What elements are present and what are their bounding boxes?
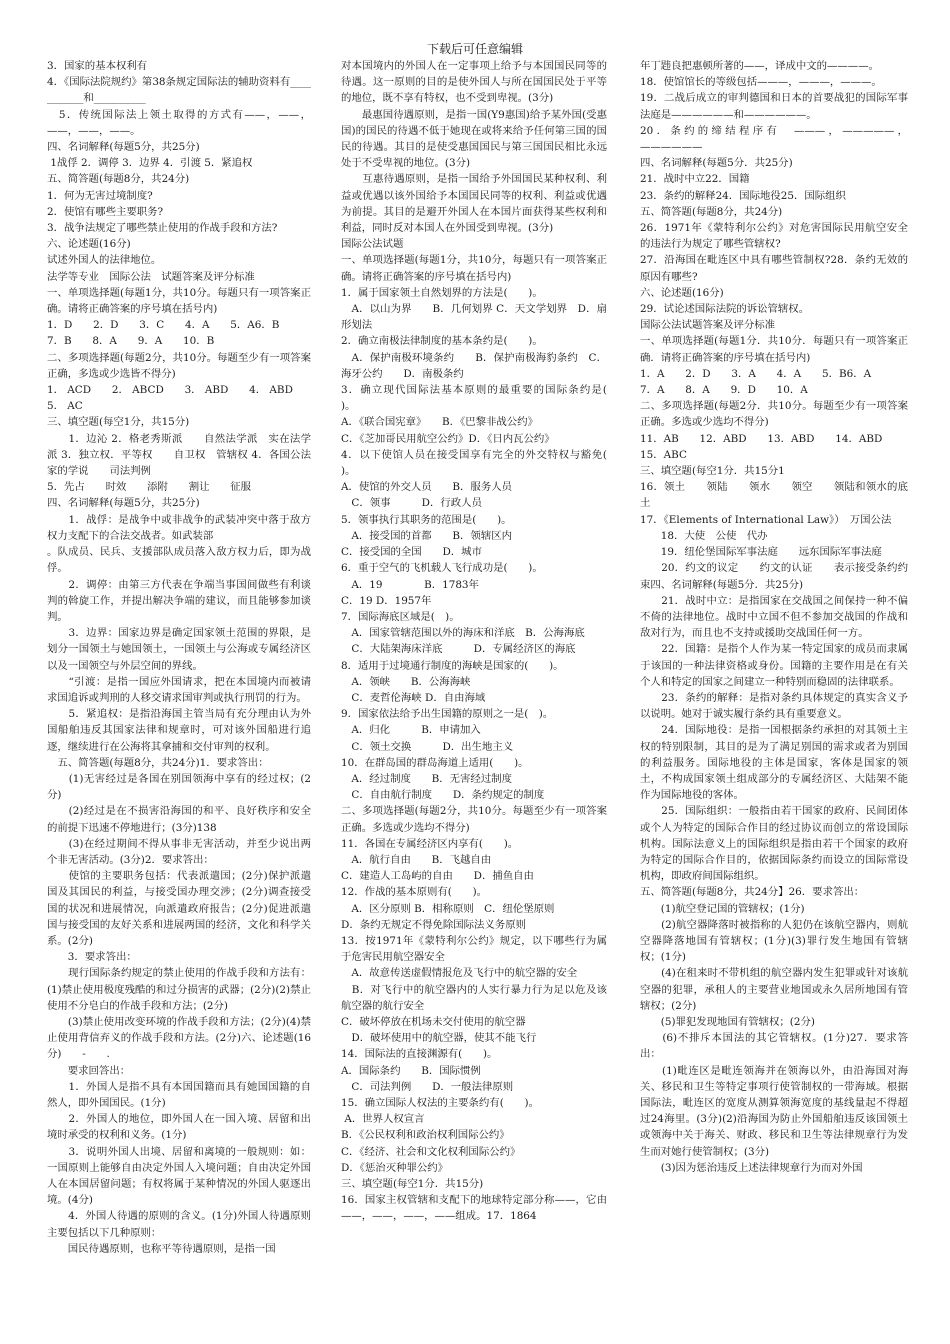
text-line: 15．ABC — [640, 448, 687, 461]
text-line: A．航行自由 B．飞越自由 — [341, 853, 492, 866]
text-line: C．《经济、社会和文化权利国际公约》 — [341, 1145, 521, 1158]
text-line: 互惠待遇原则，是指一国给予外国国民某种权利、利益或优遇以该外国给予本国国民同等的权利、利益或优遇为前提。其目的是避开外国人在本国片面获得某些权利和利益，同时反对本国人在外国受到卑视。(3分) — [341, 173, 607, 235]
text-line: 7．B 8．A 9．A 10．B — [47, 335, 215, 348]
text-line: 5．先占 时效 添附 割让 征服 — [47, 481, 252, 494]
text-line: 1．A 2．D 3．A 4．A 5．B6．A — [640, 367, 872, 380]
text-line: A．故意传送虚假情报危及飞行中的航空器的安全 — [341, 967, 578, 980]
text-line: A．归化 B．申请加入 — [341, 724, 481, 737]
text-line: 5．领事执行其职务的范围是( )。 — [341, 513, 512, 526]
text-line: 7．国际海底区域是( )。 — [341, 610, 460, 623]
text-column-right — [640, 58, 908, 1338]
text-line: A．保护南极环境条约 B．保护南极海豹条约 C．海牙公约 D．南极条约 — [341, 351, 607, 380]
text-line: 要求回答出： — [47, 1064, 131, 1077]
text-line: 12．作战的基本原则有( )。 — [341, 886, 488, 899]
text-line: 国际公法试题答案及评分标准 — [640, 319, 776, 332]
text-line: 对本国境内的外国人在一定事项上给予与本国国民同等的待遇。这一原则的目的是使外国人与所在国国民处于平等的地位，既不享有特权，也不受到卑视。(3分) — [341, 60, 607, 105]
text-line: A．国际条约 B．国际惯例 — [341, 1064, 481, 1077]
text-line: 五、简答题(每题8分，共24分)1．要求答出： — [47, 756, 269, 769]
text-line: 27．沿海国在毗连区中具有哪些管制权?28．条约无效的原因有哪些? — [640, 254, 908, 283]
text-line: 3．确立现代国际法基本原则的最重要的国际条约是( )。 — [341, 384, 628, 413]
text-line: C．自由航行制度 D．条约规定的制度 — [341, 789, 545, 802]
text-line: 23．条约的解释24．国际地役25．国际组织 — [640, 189, 846, 202]
text-line: 1战俘 2．调停 3．边界 4．引渡 5．紧追权 — [47, 157, 253, 170]
text-column-middle — [341, 58, 628, 1338]
text-line: 10．在群岛国的群岛海道上适用( )。 — [341, 756, 529, 769]
text-line: 5．传统国际法上领土取得的方式有——，——，——，——，——。 — [47, 108, 311, 137]
text-line: 8．适用于过境通行制度的海峡是国家的( )。 — [341, 659, 564, 672]
text-line: 六、论述题(16分) — [47, 238, 131, 251]
text-line: 年丁韪良把惠顿所著的——，译成中文的————。 — [640, 60, 879, 72]
text-line: 3．要求答出： — [47, 951, 137, 964]
text-line: C．破坏停放在机场未交付使用的航空器 — [341, 1015, 526, 1028]
text-line: C．麦哲伦海峡 D．自由海域 — [341, 691, 486, 704]
text-line: A．19 B．1783年 — [341, 578, 479, 591]
text-line: 国际公法试题 — [341, 238, 404, 251]
text-line: 五、简答题(每题8分，共24分】26．要求答出： — [640, 886, 865, 899]
text-line: 7．A 8．A 9．D 10．A — [640, 384, 808, 397]
text-line: 15．确立国际人权法的主要条约有( )。 — [341, 1097, 539, 1109]
text-line: 三、填空题(每空1分．共15分1 — [640, 465, 785, 478]
text-line: 18．使馆馆长的等级包括———，———，———。 — [640, 76, 882, 89]
text-line: B．对飞行中的航空器内的人实行暴力行为足以危及该航空器的航行安全 — [341, 983, 607, 1012]
text-line: (5)罪犯发现地国有管辖权；(2分) — [640, 1015, 815, 1028]
text-line: 1．属于国家领土自然划界的方法是( )。 — [341, 286, 543, 299]
text-line: A．国家管辖范围以外的海床和洋底 B．公海海底 — [341, 627, 585, 640]
text-line: 18．大使 公使 代办 — [640, 529, 768, 542]
text-line: 21．战时中立：是指国家在交战国之间保持一种不偏不倚的法律地位。战时中立国不但不参加交战国的作战和敌对行为，而且也不支持或援助交战国任何一方。 — [640, 594, 908, 640]
text-line: A．使馆的外交人员 B．服务人员 — [341, 481, 512, 494]
text-line: 21．战时中立22．国籍 — [640, 173, 750, 186]
text-line: 六、论述题(16分) — [640, 286, 724, 299]
text-line: 5． AC — [47, 400, 83, 413]
text-line: (4)在租来时不带机组的航空器内发生犯罪或针对该航空器的犯罪，承租人的主要营业地国或永久居所地国有管辖权；(2分) — [640, 967, 908, 1012]
text-line: 一、单项选择题(每题1分，共10分，每题只有一项答案正确。请将正确答案的序号填在括号内) — [341, 254, 607, 283]
text-line: 1．D 2．D 3．C 4．A 5．A6．B — [47, 319, 280, 332]
text-line: 一、单项选择题(每题1分．共10分．每题只有一项答案正确．请将正确答案的序号填在括号内) — [640, 335, 908, 364]
text-line: 11．各国在专属经济区内享有( )。 — [341, 837, 519, 850]
text-line: 26．1971年《蒙特利尔公约》对危害国际民用航空安全的违法行为规定了哪些管辖权? — [640, 222, 908, 251]
text-line: 。队成员、民兵、支援部队成员落入敌方权力后，即为战俘。 — [47, 546, 311, 575]
text-line: 23．条约的解释：是指对条约具体规定的真实含义予以说明。她对于诚实履行条约具有重要意义。 — [640, 691, 908, 721]
text-line: 19．纽伦堡国际军事法庭 远东国际军事法庭 — [640, 546, 882, 559]
page-header: 下载后可任意编辑 — [426, 42, 523, 56]
text-line: 1． ACD 2． ABCD 3． ABD 4． ABD — [47, 384, 293, 397]
text-line: 25．国际组织：一般指由若干国家的政府、民间团体或个人为特定的国际合作目的经过协议而创立的常设国际机构。国际法意义上的国际组织是指由若干个国家的政府为特定的国际合作目的，依据国际条约而设立的国际常设机构，即政府间国际组织。 — [640, 805, 908, 883]
text-line: 四、名词解释(每题5分，共25分) — [47, 497, 200, 510]
text-line: 2．调停：由第三方代表在争端当事国间做些有利谈判的斡旋工作，并提出解决争端的建议，而且能够参加谈判。 — [47, 578, 311, 623]
text-line: A．接受国的首都 B．领辖区内 — [341, 529, 512, 542]
text-line: (1)毗连区是毗连领海并在领海以外，由沿海国对海关、移民和卫生等特定事项行使管制权的一带海域。根据国际法，毗连区的宽度从测算领海宽度的基线量起不得超过24海里。(3分)(2)沿海国为防止外国船舶违反该国领土或领海中关于海关、财政、移民和卫生等法律规章行为发生而对她行使管制权；(3分) — [640, 1064, 908, 1158]
text-line: 4．《国际法院规约》第38条规定国际法的辅助资料有___________和__________ — [47, 76, 312, 105]
text-line: 20．约文的议定 约文的认证 表示接受条约约束四、名词解释(每题5分．共25分) — [640, 562, 908, 591]
text-line: C．司法判例 D．一般法律原则 — [341, 1080, 514, 1093]
text-line: 16．国家主权管辖和支配下的地球特定部分称——，它由——，——，——，——组成。17．1864 — [341, 1194, 607, 1223]
text-line: D．破坏使用中的航空器，使其不能飞行 — [341, 1032, 537, 1045]
text-line: 试述外国人的法律地位。 — [47, 254, 162, 267]
text-line: (6)不排斥本国法的其它管辖权。(1分)27．要求答出： — [640, 1032, 908, 1061]
text-line: 1．边沁 2．格老秀斯派 自然法学派 实在法学派 3．独立权．平等权 自卫权 管辖权 4．各国公法家的学说 司法判例 — [47, 432, 311, 478]
text-line: 19．二战后成立的审判德国和日本的首要战犯的国际军事法庭是——————和——————。 — [640, 92, 908, 121]
text-line: 二、多项选择题(每题2分，共10分。每题至少有一项答案正确，多选或少选皆不得分) — [47, 351, 311, 380]
text-line: 最惠国待遇原则，是指一国(Y9惠国)给予某外国(受惠国)的国民的待遇不低于她现在或将来给予任何第三国的国民的待遇。其目的是使受惠国国民与第三国国民相比永远处于不受卑视的地位。(3分) — [341, 108, 607, 170]
text-line: 3．边界：国家边界是确定国家领土范围的界限，是划分一国领土与她国领土，一国领土与公海或专属经济区以及一国领空与外层空间的界线。 — [47, 627, 311, 672]
text-line: “引渡：是指一国应外国请求，把在本国境内而被请求国追诉或判刑的人移交请求国审判或执行刑罚的行为。 — [47, 675, 311, 704]
text-line: 5．紧追权：是指沿海国主管当局有充分理由认为外国船舶违反其国家法律和规章时，可对该外国船进行追逐，继续进行在公海将其拿捕和交付审判的权利。 — [47, 708, 311, 753]
text-line: 1．战俘：是战争中或非战争的武装冲突中落于敌方权力支配下的合法交战者。如武装部 — [47, 513, 311, 542]
text-line: 3．说明外国人出境、居留和离境的一般规则：如：一国原则上能够自由决定外国人入境问题；自由决定外国人在本国居留问题；有权将属于某种情况的外国人驱逐出境。(4分) — [47, 1145, 311, 1207]
text-line: 二、多项选择题(每题2分．共10分。每题至少有一项答案正确。多选或少选均不得分) — [640, 400, 908, 429]
text-line: 20．条约的缔结程序有 ———，—————，—————— — [640, 124, 908, 154]
text-line: 3．战争法规定了哪些禁止使用的作战手段和方法? — [47, 222, 278, 235]
text-line: A．领峡 B．公海海峡 — [341, 675, 471, 688]
text-line: (3)在经过期间不得从事非无害活动，并至少说出两个非无害活动。(3分)2．要求答出： — [47, 837, 311, 866]
text-line: 6．重于空气的飞机载人飞行成功是( )。 — [341, 562, 543, 575]
text-line: 五、简答题(每题8分，共24分) — [640, 205, 783, 218]
text-line: 三、填空题(每空1分，共15分) — [47, 416, 190, 429]
text-line: C．领土交换 D．出生地主义 — [341, 740, 514, 753]
text-line: 17．《Elements of International Law》） 万国公法 — [640, 513, 892, 526]
text-line: 五、简答题(每题8分，共24分) — [47, 173, 190, 186]
text-line: 1．何为无害过境制度? — [47, 189, 153, 202]
text-line: A．区分原则 B．相称原则 C．纽伦堡原则 — [341, 902, 555, 915]
text-line: D．《惩治灭种罪公约》 — [341, 1161, 449, 1174]
text-line: 国民待遇原则，也称平等待遇原则，是指一国 — [47, 1242, 276, 1255]
text-line: 现行国际条约规定的禁止使用的作战手段和方法有：(1)禁止使用极度残酷的和过分损害的武器；(2分)(2)禁止使用不分皂白的作战手段和方法；(2分) — [47, 967, 311, 1012]
text-line: 1．外国人是指不具有本国国籍而具有她国国籍的自然人，即外国国民。(1分) — [47, 1080, 311, 1109]
text-line: 2．外国人的地位，即外国人在一国入境、居留和出境时承受的权利和义务。(1分) — [47, 1113, 311, 1142]
text-line: B．《公民权利和政治权利国际公约》 — [341, 1129, 510, 1142]
text-line: 四、名词解释(每题5分．共25分) — [640, 157, 793, 170]
text-line: 二、多项选择题(每题2分，共10分。每题至少有一项答案正确。多选或少选均不得分) — [341, 805, 607, 834]
text-line: 14．国际法的直接渊源有( )。 — [341, 1048, 498, 1061]
text-line: C．接受国的全国 D．城市 — [341, 546, 482, 559]
text-line: 24．国际地役：是指一国根据条约承担的对其领土主权的特别限制，其目的是为了满足别国的需求或者为别国的利益服务。国际地役的主体是国家，客体是国家的领土，不构成国家领土组成部分的专属经济区、大陆架不能作为国际地役的客体。 — [640, 724, 908, 802]
text-line: A．以山为界 B．几何划界 C．天文学划界 D．扇形划法 — [341, 303, 607, 332]
text-line: A．世界人权宣言 — [341, 1113, 425, 1126]
text-line: 一、单项选择题(每题1分，共10分。每题只有一项答案正确。请将正确答案的序号填在括号内) — [47, 286, 311, 316]
text-line: C．领事 D．行政人员 — [341, 497, 482, 510]
text-line: 11．AB 12．ABD 13．ABD 14．ABD — [640, 432, 883, 445]
text-line: 四、名词解释(每题5分，共25分) — [47, 141, 200, 154]
text-line: (3)因为惩治违反上述法律规章行为而对外国 — [640, 1161, 863, 1174]
text-line: (3)禁止使用改变环境的作战手段和方法；(2分)(4)禁止使用背信弃义的作战手段和方法。(2分)六、论述题(16分) - . — [47, 1015, 311, 1061]
text-line: 2．使馆有哪些主要职务? — [47, 205, 164, 218]
text-line: 使馆的主要职务包括：代表派遣国；(2分)保护派遣国及其国民的利益，与接受国办理交涉；(2分)调查接受国的状况和进展情况，向派遣政府报告；(2分)促进派遣国与接受国的友好关系和进展两国的经济，文化和科学关系。(2分) — [47, 870, 311, 947]
text-line: C．建造人工岛屿的自由 D．捕鱼自由 — [341, 870, 534, 883]
text-line: D．条约无规定不得免除国际法义务原则 — [341, 918, 526, 931]
text-line: 3．国家的基本权利有 — [47, 60, 148, 72]
text-line: 2．确立南极法律制度的基本条约是( )。 — [341, 335, 543, 348]
text-line: C．大陆架海床洋底 D．专属经济区的海底 — [341, 643, 576, 656]
text-line: 9．国家依法给予出生国籍的原则之一是( )。 — [341, 708, 554, 721]
text-line: 16．领土 领陆 领水 领空 领陆和领水的底土 — [640, 481, 908, 510]
text-line: (2)航空器降落时被指称的人犯仍在该航空器内，则航空器降落地国有管辖权；(1分)(3)罪行发生地国有管辖权；(1分) — [640, 918, 908, 964]
text-line: A．《联合国宪章》 B．《巴黎非战公约》 — [341, 416, 538, 429]
text-line: 4．以下使馆人员在接受国享有完全的外交特权与豁免( )。 — [341, 448, 628, 478]
text-line: 法学等专业 国际公法 试题答案及评分标准 — [47, 270, 255, 283]
text-line: 29．试论述国际法院的诉讼管辖权。 — [640, 303, 810, 316]
text-column-left — [47, 58, 311, 1338]
text-line: (1)航空登记国的管辖权；(1分) — [640, 902, 805, 915]
text-line: 13．按1971年《蒙特利尔公约》规定，以下哪些行为属于危害民用航空器安全 — [341, 934, 607, 964]
text-line: 22．国籍：是指个人作为某一特定国家的成员而隶属于该国的一种法律资格或身份。国籍的主要作用是在有关个人和特定的国家之间建立一种特别而稳固的法律联系。 — [640, 643, 908, 688]
text-line: (2)经过是在不损害沿海国的和平、良好秩序和安全的前提下迅速不停地进行；(3分)138 — [47, 805, 311, 834]
text-line: 4．外国人待遇的原则的含义。(1分)外国人待遇原则主要包括以下几种原则： — [47, 1210, 311, 1239]
text-line: 三、填空题(每空1分．共15分) — [341, 1178, 484, 1191]
text-line: C．19 D．1957年 — [341, 594, 432, 607]
text-line: C．《芝加哥民用航空公约》D．《日内瓦公约》 — [341, 432, 555, 445]
text-line: A．经过制度 B．无害经过制度 — [341, 772, 512, 785]
text-line: (1)无害经过是各国在别国领海中享有的经过权；(2分) — [47, 772, 311, 802]
